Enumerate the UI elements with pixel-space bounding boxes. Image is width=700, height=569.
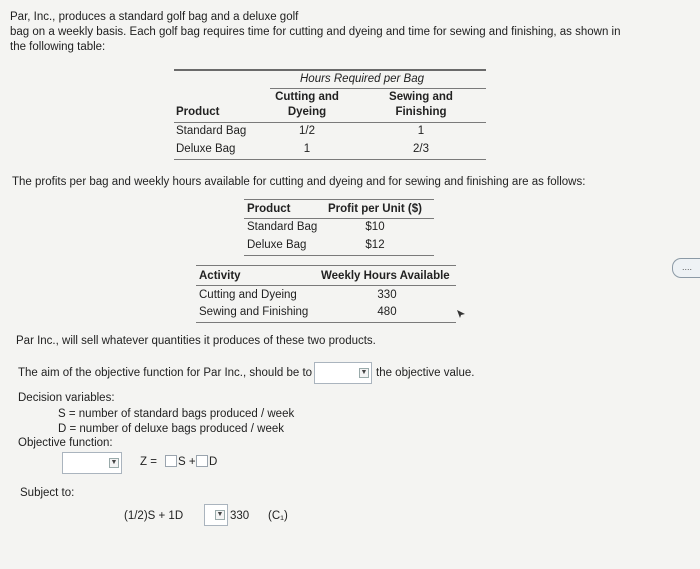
table1-col-product: Product xyxy=(176,106,220,118)
table1-group-rule xyxy=(270,88,486,89)
table3-row-1-hours: 480 xyxy=(377,306,397,318)
table2-header-rule xyxy=(244,218,434,219)
constraint1-label: (C₁) xyxy=(268,510,288,522)
intro-line-2: bag on a weekly basis. Each golf bag requires time for cutting and dyeing and time for sewing and finishing, as shown in xyxy=(10,26,621,38)
table3-bottom-rule xyxy=(196,322,456,323)
table1-col-cut-1: Cutting and xyxy=(275,91,339,103)
table2-row-0-product: Standard Bag xyxy=(247,221,318,233)
table2-row-1-product: Deluxe Bag xyxy=(247,239,307,251)
table2-row-0-profit: $10 xyxy=(365,221,385,233)
table3-row-0-activity: Cutting and Dyeing xyxy=(199,289,297,301)
d-coefficient-input[interactable] xyxy=(196,455,208,467)
dropdown-arrow-icon: ▼ xyxy=(110,459,118,466)
objective-d: D xyxy=(209,456,218,468)
objective-heading: Objective function: xyxy=(18,437,113,449)
table1-group-header: Hours Required per Bag xyxy=(300,73,425,85)
aim-dropdown[interactable] xyxy=(314,362,372,384)
table1-top-rule xyxy=(174,69,486,71)
sell-text: Par Inc., will sell whatever quantities it produces of these two products. xyxy=(16,335,376,347)
subject-to-heading: Subject to: xyxy=(20,487,75,499)
constraint1-rhs: 330 xyxy=(230,510,250,522)
profits-text: The profits per bag and weekly hours available for cutting and dyeing and for sewing and finishing are as follows: xyxy=(12,176,586,188)
table1-bottom-rule xyxy=(174,159,486,160)
decision-s-def: S = number of standard bags produced / week xyxy=(58,408,295,420)
table1-col-cut-2: Dyeing xyxy=(287,106,327,118)
aim-text: The aim of the objective function for Par Inc., should be to xyxy=(18,367,313,379)
table3-row-0-hours: 330 xyxy=(377,289,397,301)
s-coefficient-input[interactable] xyxy=(165,455,177,467)
table2-top-rule xyxy=(244,199,434,200)
table3-top-rule xyxy=(196,265,456,266)
decision-d-def: D = number of deluxe bags produced / week xyxy=(58,423,284,435)
dropdown-arrow-icon: ▼ xyxy=(360,369,368,376)
table3-col-activity: Activity xyxy=(199,270,241,282)
objective-z-eq: Z = xyxy=(140,456,157,468)
table1-col-sew-1: Sewing and xyxy=(389,91,453,103)
table2-col-product: Product xyxy=(247,203,291,215)
table1-row-0-sew: 1 xyxy=(417,125,425,137)
table1-row-1-product: Deluxe Bag xyxy=(176,143,236,155)
cursor-icon xyxy=(456,309,466,319)
side-panel-toggle-button[interactable]: .... xyxy=(672,258,700,278)
table3-header-rule xyxy=(196,285,456,286)
intro-line-1: Par, Inc., produces a standard golf bag and a deluxe golf xyxy=(10,11,299,23)
table1-header-rule xyxy=(174,122,486,123)
intro-paragraph xyxy=(10,10,670,55)
objective-type-dropdown[interactable] xyxy=(62,452,122,474)
constraint1-lhs: (1/2)S + 1D xyxy=(124,510,184,522)
table1-row-0-product: Standard Bag xyxy=(176,125,247,137)
aim-suffix: the objective value. xyxy=(376,367,475,379)
table1-row-0-cut: 1/2 xyxy=(299,125,315,137)
table2-row-1-profit: $12 xyxy=(365,239,385,251)
table1-col-sew-2: Finishing xyxy=(395,106,447,118)
table1-row-1-cut: 1 xyxy=(303,143,311,155)
dropdown-arrow-icon: ▼ xyxy=(216,511,224,518)
table2-bottom-rule xyxy=(244,255,434,256)
table2-col-profit: Profit per Unit ($) xyxy=(328,203,422,215)
table1-row-1-sew: 2/3 xyxy=(413,143,429,155)
objective-plus-s: S + xyxy=(178,456,196,468)
table3-row-1-activity: Sewing and Finishing xyxy=(199,306,309,318)
decision-heading: Decision variables: xyxy=(18,392,115,404)
constraint1-sign-dropdown[interactable] xyxy=(204,504,228,526)
table3-col-hours: Weekly Hours Available xyxy=(321,270,450,282)
intro-line-3: the following table: xyxy=(10,41,106,53)
